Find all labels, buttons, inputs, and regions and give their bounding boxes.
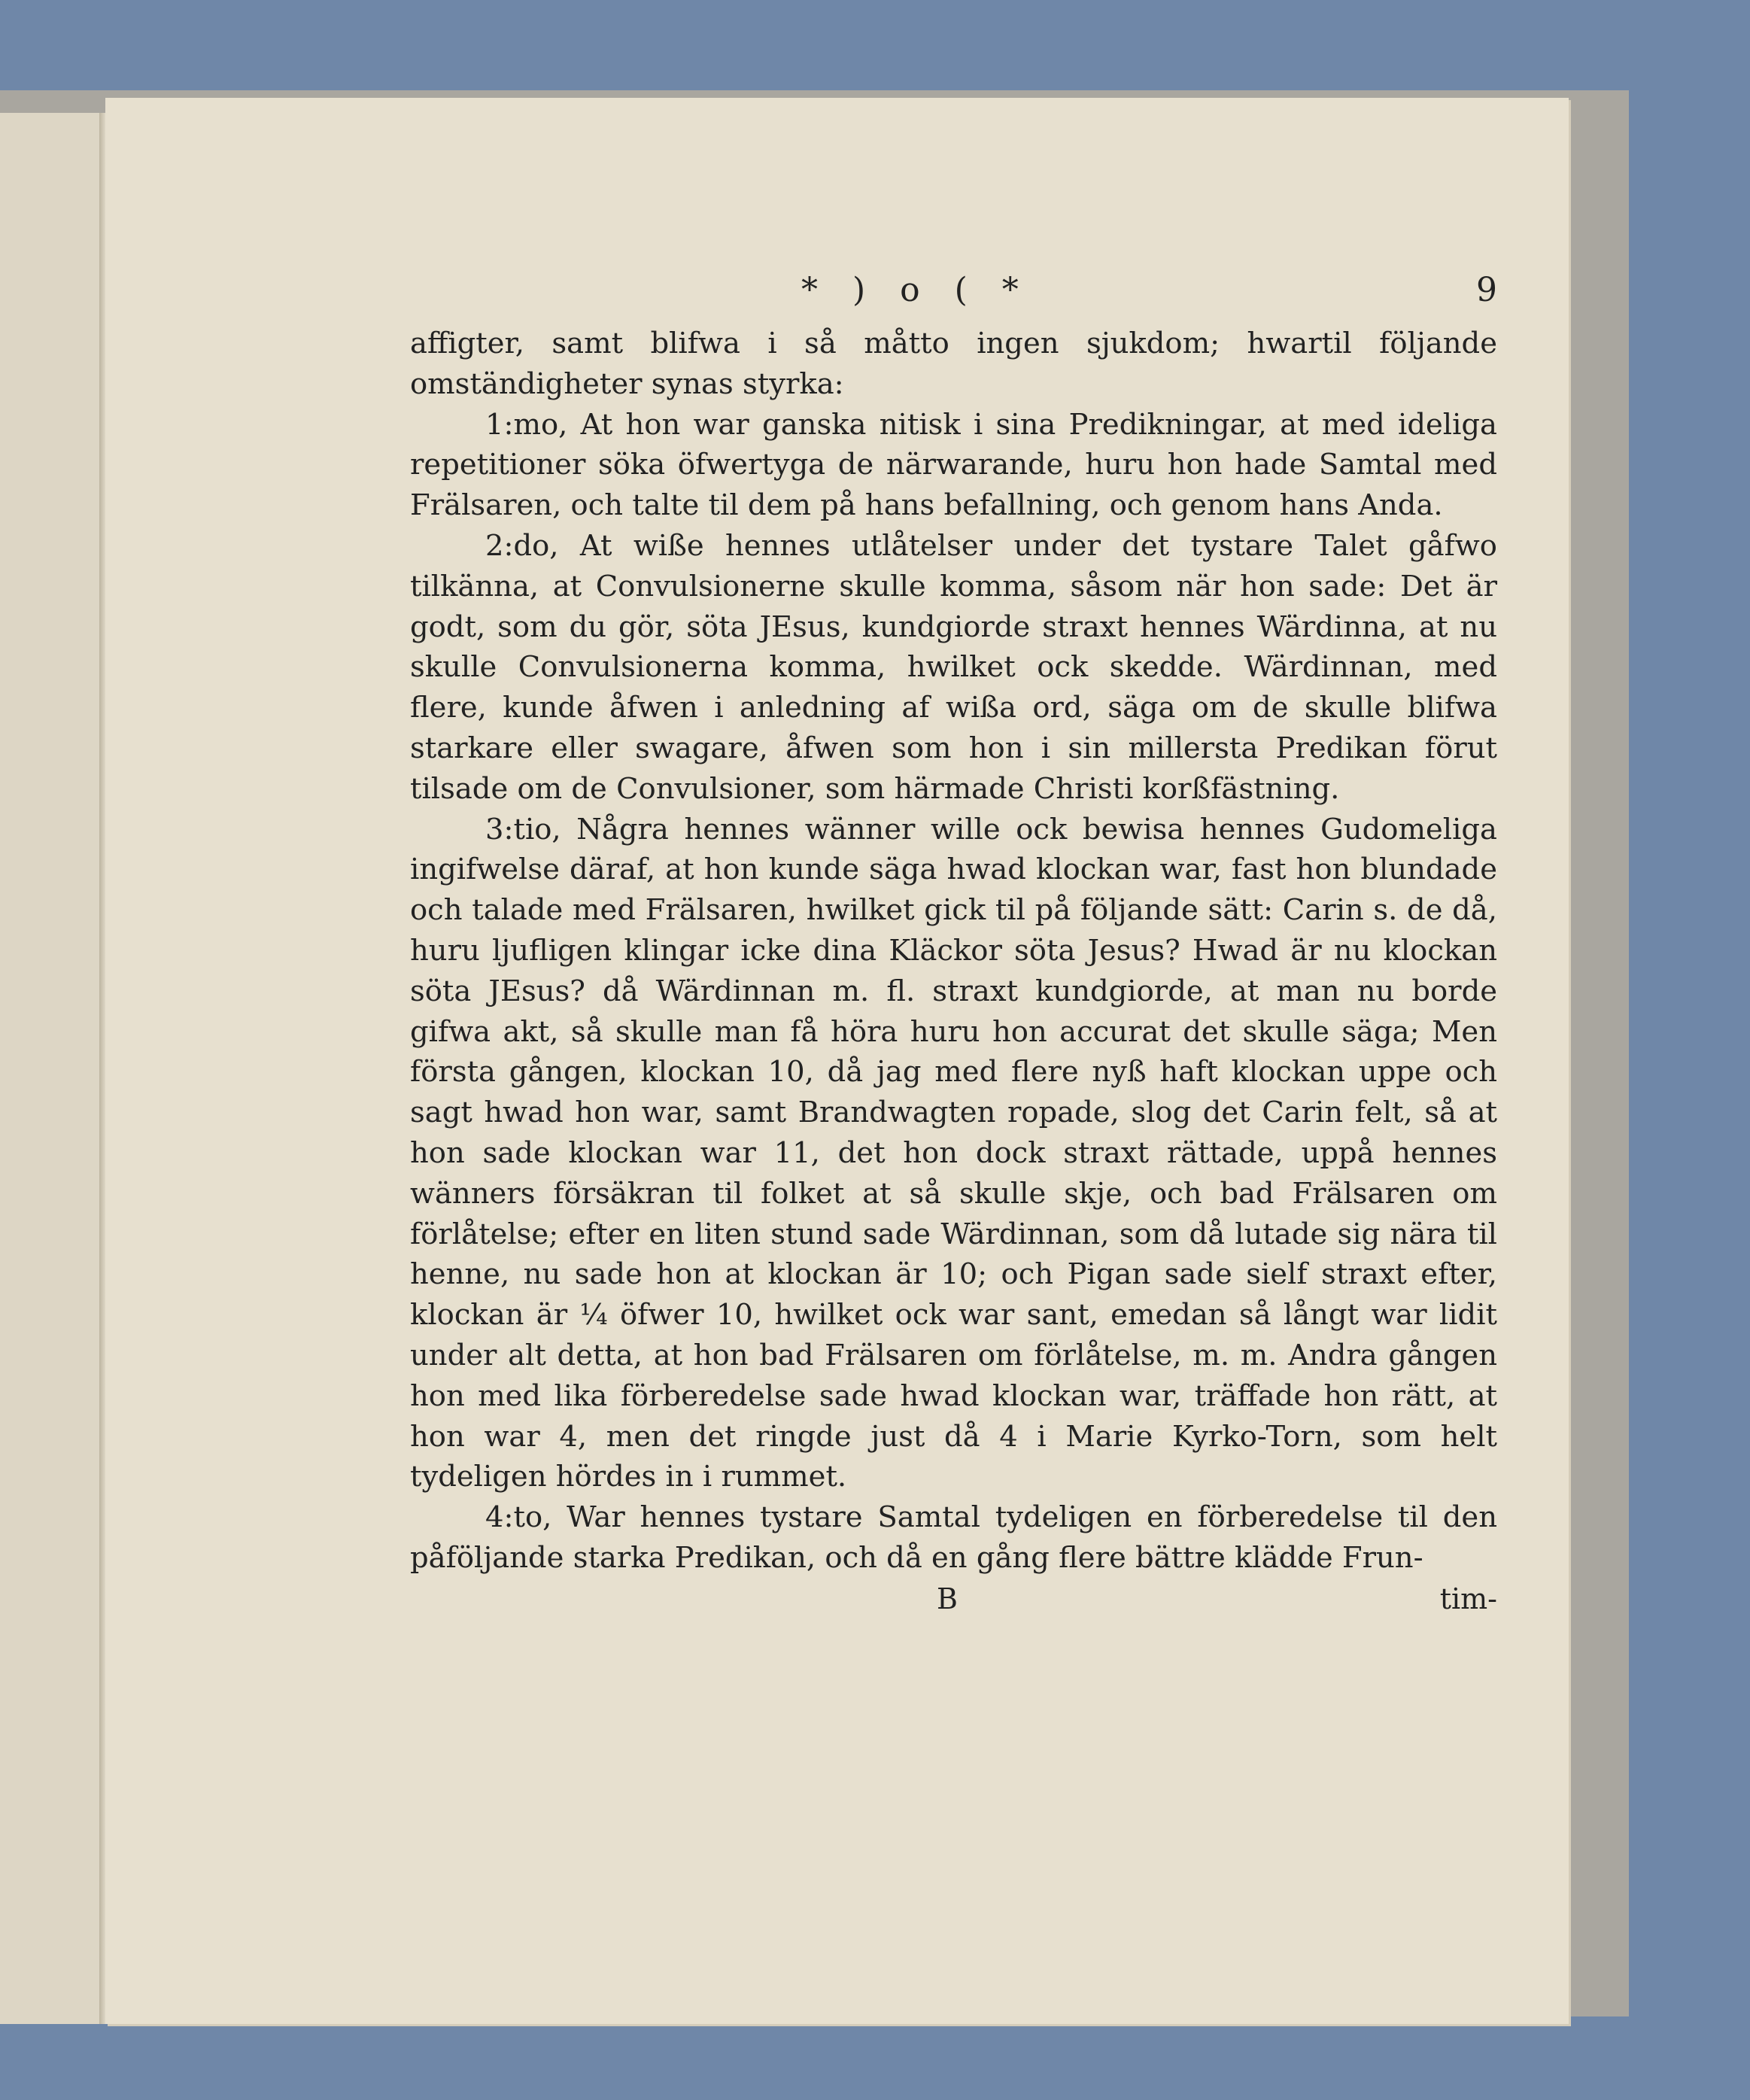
paragraph: 1:mo, At hon war ganska nitisk i sina Predikningar, at med ideliga repetitioner söka öfwertyga de närwarande, huru hon hade Samtal med Frälsaren, och talte til dem på hans befallning, och genom hans Anda.: [410, 407, 1497, 523]
footer-line: [410, 1579, 1497, 1619]
book-page: [105, 98, 1569, 2024]
page-number: 9: [1476, 271, 1497, 309]
paragraph: 3:tio, Några hennes wänner wille ock bewisa hennes Gudomeliga ingifwelse däraf, at hon kunde säga hwad klockan war, fast hon blundade och talade med Frälsaren, hwilket gick til på följande sätt: Carin s. de då, huru ljufligen klingar icke dina Kläckor söta Jesus? Hwad är nu klockan söta JEsus? då Wärdinnan m. fl. straxt kundgiorde, at man nu borde gifwa akt, så skulle man få höra huru hon accurat det skulle säga; Men första gången, klockan 10, då jag med flere nyß haft klockan uppe och sagt hwad hon war, samt Brandwagten ropade, slog det Carin felt, så at hon sade klockan war 11, det hon dock straxt rättade, uppå hennes wänners försäkran til folket at så skulle skje, och bad Frälsaren om förlåtelse; efter en liten stund sade Wärdinnan, som då lutade sig nära til henne, nu sade hon at klockan är 10; och Pigan sade sielf straxt efter, klockan är ¼ öfwer 10, hwilket ock war sant, emedan så långt war lidit under alt detta, at hon bad Frälsaren om förlåtelse, m. m. Andra gången hon med lika förberedelse sade hwad klockan war, träffade hon rätt, at hon war 4, men det ringde just då 4 i Marie Kyrko-Torn, som helt tydeligen hördes in i rummet.: [410, 812, 1497, 1494]
catchword: tim-: [1439, 1582, 1497, 1615]
signature-mark: B: [937, 1582, 958, 1615]
paragraph: 2:do, At wiße hennes utlåtelser under det tystare Talet gåfwo tilkänna, at Convulsionerne skulle komma, såsom när hon sade: Det är godt, som du gör, söta JEsus, kundgiorde straxt hennes Wärdinna, at nu skulle Convulsionerna komma, hwilket ock skedde. Wärdinnan, med flere, kunde åfwen i anledning af wißa ord, säga om de skulle blifwa starkare eller swagare, åfwen som hon i sin millersta Predikan förut tilsade om de Convulsioner, som härmade Christi korßfästning.: [410, 528, 1497, 806]
paragraph: 4:to, War hennes tystare Samtal tydeligen en förberedelse til den påföljande starka Predikan, och då en gång flere bättre klädde Frun-: [410, 1500, 1497, 1575]
body-text: [410, 324, 1497, 1579]
left-page-edge: [0, 113, 104, 2024]
paragraph: affigter, samt blifwa i så måtto ingen sjukdom; hwartil följande omständigheter synas styrka:: [410, 327, 1497, 401]
text-block: [410, 271, 1497, 1619]
header-ornament: * ) o ( *: [801, 271, 1031, 309]
running-head: [410, 271, 1497, 324]
